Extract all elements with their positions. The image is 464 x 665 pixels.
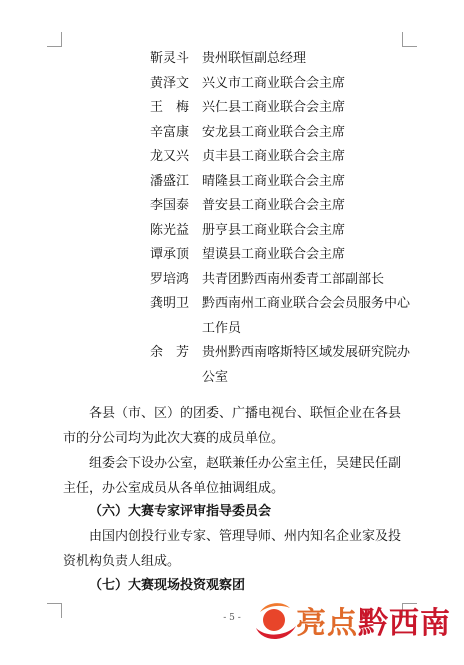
roster-row xyxy=(150,243,420,268)
member-name: 余芳 xyxy=(150,345,203,360)
member-name: 王梅 xyxy=(150,100,203,115)
roster-row xyxy=(150,268,420,293)
member-name: 谭承顶 xyxy=(150,247,190,262)
member-name: 黄泽文 xyxy=(150,75,190,91)
roster-row xyxy=(150,170,420,195)
member-title: 黔西南州工商业联合会会员服务中心工作员 xyxy=(202,296,411,336)
roster-row xyxy=(150,96,420,121)
member-name: 潘盛江 xyxy=(150,173,190,189)
member-name: 龚明卫 xyxy=(150,296,190,311)
member-title: 望谟县工商业联合会主席 xyxy=(202,247,346,262)
crop-mark-top-right xyxy=(402,32,417,47)
member-title: 晴隆县工商业联合会主席 xyxy=(202,173,346,189)
member-title: 兴仁县工商业联合会主席 xyxy=(202,100,346,115)
member-name: 陈光益 xyxy=(150,222,190,238)
watermark-text-part1: 亮点 xyxy=(296,606,358,641)
member-title: 普安县工商业联合会主席 xyxy=(202,198,346,213)
roster-row xyxy=(150,145,420,170)
office-paragraph: 组委会下设办公室，赵联兼任办公室主任，吴建民任副主任，办公室成员从各单位抽调组成。 xyxy=(63,456,402,496)
expert-committee-paragraph: 由国内创投行业专家、管理导师、州内知名企业家及投资机构负责人组成。 xyxy=(63,529,402,569)
roster-row xyxy=(150,72,420,97)
section-heading-expert-committee: （六）大赛专家评审指导委员会 xyxy=(89,504,272,519)
member-title: 册亨县工商业联合会主席 xyxy=(202,222,346,238)
member-name: 靳灵斗 xyxy=(150,51,190,66)
page-number: - 5 - xyxy=(223,613,241,623)
roster-row xyxy=(150,121,420,146)
roster-row xyxy=(150,47,420,72)
member-name: 李国泰 xyxy=(150,198,190,213)
watermark-text-part2: 黔西南 xyxy=(358,606,451,641)
member-name: 辛富康 xyxy=(150,124,190,140)
member-title: 贞丰县工商业联合会主席 xyxy=(202,149,346,164)
roster-row xyxy=(150,194,420,219)
member-title: 贵州联恒副总经理 xyxy=(202,51,307,66)
member-name: 罗培鸿 xyxy=(150,271,190,287)
roster-row xyxy=(150,292,420,341)
member-title: 贵州黔西南喀斯特区域发展研究院办公室 xyxy=(202,345,411,385)
section-heading-investment-observers: （七）大赛现场投资观察团 xyxy=(89,578,246,593)
member-name: 龙又兴 xyxy=(150,149,190,164)
roster-row xyxy=(150,341,420,390)
member-units-paragraph: 各县（市、区）的团委、广播电视台、联恒企业在各县市的分公司均为此次大赛的成员单位。 xyxy=(63,406,402,446)
watermark-logo xyxy=(252,594,457,650)
roster-row xyxy=(150,219,420,244)
watermark-text xyxy=(296,598,451,642)
sun-swoosh-icon xyxy=(252,598,298,644)
member-roster xyxy=(150,47,420,390)
crop-mark-top-left xyxy=(47,32,62,47)
member-title: 共青团黔西南州委青工部副部长 xyxy=(202,271,385,287)
member-title: 安龙县工商业联合会主席 xyxy=(202,124,346,140)
member-title: 兴义市工商业联合会主席 xyxy=(202,75,346,91)
